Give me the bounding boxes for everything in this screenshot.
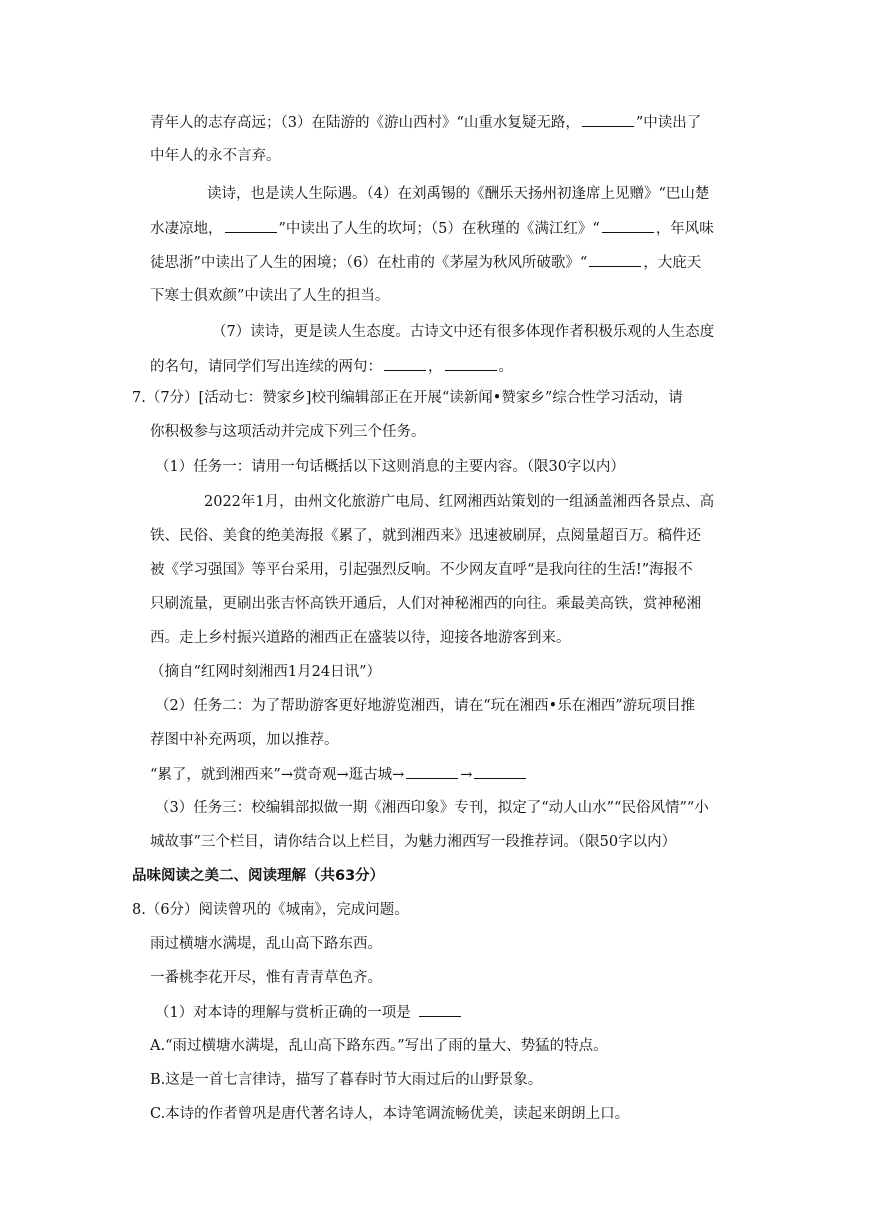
text-segment: 的名句，请同学们写出连续的两句： bbox=[150, 359, 382, 375]
answer-blank[interactable] bbox=[445, 356, 497, 371]
section-heading: 品味阅读之美二、阅读理解（共63分） bbox=[132, 868, 385, 884]
text-line bbox=[150, 112, 701, 133]
text-segment: 徒思浙”中读出了人生的困境；（6）在杜甫的《茅屋为秋风所破歌》“ bbox=[150, 255, 588, 271]
text-segment: ，大庇天 bbox=[643, 255, 702, 271]
question-8-1-prompt bbox=[155, 1002, 463, 1023]
text-line bbox=[150, 252, 701, 273]
answer-blank[interactable] bbox=[582, 112, 634, 127]
route-line bbox=[150, 764, 528, 785]
question-7-heading: 7.（7分）[活动七：赞家乡]校刊编辑部正在开展“读新闻•赞家乡”综合性学习活动，请 bbox=[132, 390, 683, 406]
text-line: 你积极参与这项活动并完成下列三个任务。 bbox=[150, 424, 426, 440]
news-paragraph-line: 2022年1月，由州文化旅游广电局、红网湘西站策划的一组涵盖湘西各景点、高 bbox=[204, 494, 715, 510]
news-paragraph-line: 铁、民俗、美食的绝美海报《累了，就到湘西来》迅速被刷屏，点阅量超百万。稿件还 bbox=[150, 528, 701, 544]
text-line: （7）读诗，更是读人生态度。古诗文中还有很多体现作者积极乐观的人生态度 bbox=[212, 324, 715, 340]
text-line: 中年人的永不言弃。 bbox=[150, 148, 281, 164]
news-source: （摘自“红网时刻湘西1月24日讯”） bbox=[150, 664, 382, 680]
task-3-prompt: （3）任务三：校编辑部拟做一期《湘西印象》专刊，拟定了“动人山水”“民俗风情”“小 bbox=[155, 800, 709, 816]
text-line: 荐图中补充两项，加以推荐。 bbox=[150, 732, 339, 748]
text-segment: （1）对本诗的理解与赏析正确的一项是 bbox=[155, 1005, 411, 1021]
answer-blank[interactable] bbox=[474, 764, 526, 779]
text-line bbox=[150, 218, 714, 239]
option-a[interactable]: A.“雨过横塘水满堤，乱山高下路东西。”写出了雨的量大、势猛的特点。 bbox=[150, 1038, 608, 1054]
news-paragraph-line: 被《学习强国》等平台采用，引起强烈反响。不少网友直呼“是我向往的生活!”海报不 bbox=[150, 562, 693, 578]
answer-blank[interactable] bbox=[406, 764, 458, 779]
arrow-text: → bbox=[460, 767, 473, 783]
text-segment: 青年人的志存高远；（3）在陆游的《游山西村》“山重水复疑无路， bbox=[150, 115, 580, 131]
task-2-prompt: （2）任务二：为了帮助游客更好地游览湘西，请在“玩在湘西•乐在湘西”游玩项目推 bbox=[155, 698, 696, 714]
news-paragraph-line: 只刷流量，更刷出张吉怀高铁开通后，人们对神秘湘西的向往。乘最美高铁，赏神秘湘 bbox=[150, 596, 701, 612]
news-paragraph-line: 西。走上乡村振兴道路的湘西正在盛装以待，迎接各地游客到来。 bbox=[150, 630, 571, 646]
answer-blank[interactable] bbox=[602, 218, 654, 233]
text-segment: ， bbox=[428, 359, 443, 375]
question-8-heading: 8.（6分）阅读曾巩的《城南》，完成问题。 bbox=[132, 902, 409, 918]
text-segment: ”中读出了人生的坎坷；（5）在秋瑾的《满江红》“ bbox=[278, 221, 600, 237]
text-segment: ”中读出了 bbox=[635, 115, 702, 131]
poem-line: 一番桃李花开尽，惟有青青草色齐。 bbox=[150, 970, 382, 986]
answer-blank[interactable] bbox=[384, 356, 426, 371]
text-segment: “累了，就到湘西来”→赏奇观→逛古城→ bbox=[150, 767, 405, 783]
text-line: 读诗，也是读人生际遇。（4）在刘禹锡的《酬乐天扬州初逢席上见赠》“巴山楚 bbox=[207, 186, 710, 202]
answer-blank[interactable] bbox=[419, 1002, 461, 1017]
answer-blank[interactable] bbox=[589, 252, 641, 267]
text-line: 下寒士俱欢颜”中读出了人生的担当。 bbox=[150, 288, 390, 304]
answer-blank[interactable] bbox=[225, 218, 277, 233]
text-segment: 水凄凉地， bbox=[150, 221, 223, 237]
text-segment: 。 bbox=[498, 359, 513, 375]
option-c[interactable]: C.本诗的作者曾巩是唐代著名诗人，本诗笔调流畅优美，读起来朗朗上口。 bbox=[150, 1106, 630, 1122]
text-line bbox=[150, 356, 513, 377]
text-line: 城故事”三个栏目，请你结合以上栏目，为魅力湘西写一段推荐词。（限50字以内） bbox=[150, 834, 677, 850]
task-1-prompt: （1）任务一：请用一句话概括以下这则消息的主要内容。（限30字以内） bbox=[155, 459, 625, 475]
option-b[interactable]: B.这是一首七言律诗，描写了暮春时节大雨过后的山野景象。 bbox=[150, 1072, 543, 1088]
poem-line: 雨过横塘水满堤，乱山高下路东西。 bbox=[150, 936, 382, 952]
text-segment: ，年风味 bbox=[655, 221, 714, 237]
